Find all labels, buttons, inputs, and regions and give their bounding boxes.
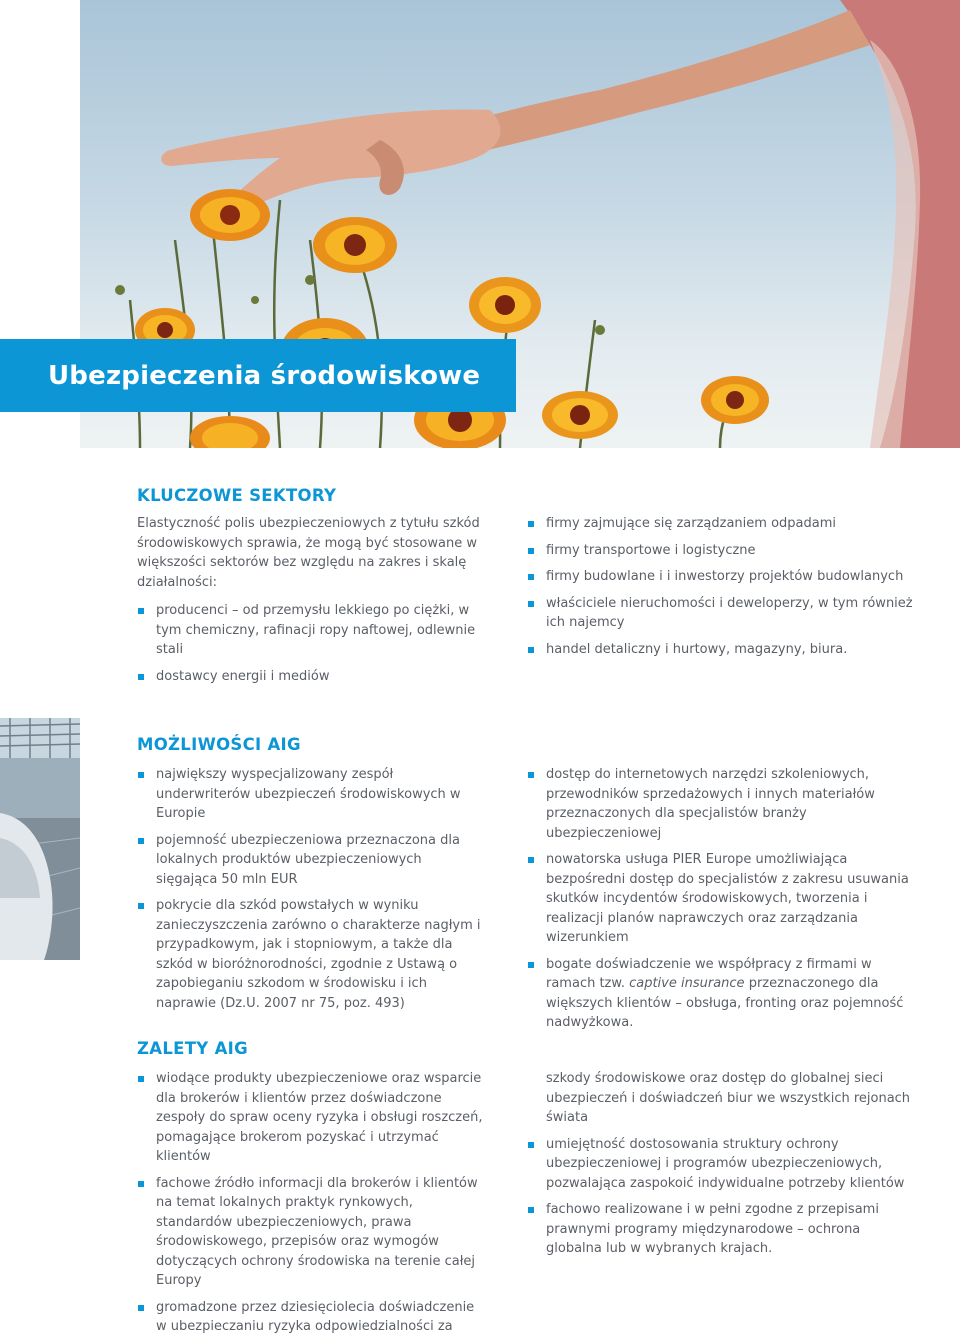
advantages-title: ZALETY AIG	[137, 1039, 248, 1058]
bullet-square-icon	[138, 903, 144, 909]
list-item: fachowe źródło informacji dla brokerów i klientów na temat lokalnych praktyk rynkowych, standardów ubezpieczeniowych, prawa środowiskowego, przepisów oraz wymogów dotyczących ochrony środowiska na terenie całej Europy	[137, 1174, 487, 1291]
bullet-square-icon	[528, 521, 534, 527]
capabilities-right-list	[527, 765, 917, 1033]
bullet-square-icon	[138, 674, 144, 680]
bullet-square-icon	[528, 548, 534, 554]
list-item: firmy budowlane i i inwestorzy projektów budowlanych	[527, 567, 917, 587]
list-item: umiejętność dostosowania struktury ochrony ubezpieczeniowej i programów ubezpieczeniowych, pozwalająca zaspokoić indywidualne potrzeby klientów	[527, 1135, 917, 1194]
bullet-square-icon	[528, 857, 534, 863]
sectors-intro: Elastyczność polis ubezpieczeniowych z tytułu szkód środowiskowych sprawia, że mogą być stosowane w większości sektorów bez względu na zakres i skalę działalności:	[137, 516, 480, 590]
bullet-square-icon	[138, 1305, 144, 1311]
capabilities-left-column	[137, 765, 487, 1020]
list-item-continuation: szkody środowiskowe oraz dostęp do globalnej sieci ubezpieczeń i doświadczeń biur we wszystkich rejonach świata	[546, 1071, 911, 1125]
captive-insurance-term: captive insurance	[629, 976, 745, 991]
list-item: firmy transportowe i logistyczne	[527, 541, 917, 561]
page-title: Ubezpieczenia środowiskowe	[48, 361, 481, 391]
list-item: pojemność ubezpieczeniowa przeznaczona dla lokalnych produktów ubezpieczeniowych sięgająca 50 mln EUR	[137, 831, 487, 890]
airport-icon	[0, 718, 80, 960]
list-item: fachowo realizowane i w pełni zgodne z przepisami prawnymi programy międzynarodowe – ochrona globalna lub w wybranych krajach.	[527, 1200, 917, 1259]
list-item: wiodące produkty ubezpieczeniowe oraz wsparcie dla brokerów i klientów przez doświadczone zespoły do spraw oceny ryzyka i obsługi roszczeń, pomagające brokerom pozyskać i utrzymać klientów	[137, 1069, 487, 1167]
advantages-left-list	[137, 1069, 487, 1337]
list-item: handel detaliczny i hurtowy, magazyny, biura.	[527, 640, 917, 660]
bullet-square-icon	[528, 601, 534, 607]
sectors-title: KLUCZOWE SEKTORY	[137, 486, 337, 505]
sectors-right-list	[527, 514, 917, 659]
sectors-left-list	[137, 601, 487, 686]
bullet-square-icon	[138, 1076, 144, 1082]
bullet-square-icon	[138, 838, 144, 844]
bullet-square-icon	[528, 647, 534, 653]
list-item: dostawcy energii i mediów	[137, 667, 487, 687]
bullet-square-icon	[528, 772, 534, 778]
list-item: producenci – od przemysłu lekkiego po ciężki, w tym chemiczny, rafinacji ropy naftowej, odlewnie stali	[137, 601, 487, 660]
bullet-square-icon	[528, 962, 534, 968]
bullet-square-icon	[528, 1207, 534, 1213]
sectors-left-column	[137, 514, 487, 693]
list-item: bogate doświadczenie we współpracy z firmami w ramach tzw. captive insurance przeznaczonego dla większych klientów – obsługa, fronting oraz pojemność nadwyżkowa.	[527, 955, 917, 1033]
capabilities-left-list	[137, 765, 487, 1013]
title-banner	[0, 339, 516, 412]
advantages-left-column	[137, 1069, 487, 1344]
list-item: właściciele nieruchomości i deweloperzy, w tym również ich najemcy	[527, 594, 917, 633]
bullet-square-icon	[138, 1181, 144, 1187]
list-item: nowatorska usługa PIER Europe umożliwiająca bezpośredni dostęp do specjalistów z zakresu usuwania skutków incydentów środowiskowych, tworzenia i realizacji planów naprawczych oraz zarządzania wizerunkiem	[527, 850, 917, 948]
sectors-right-column	[527, 514, 917, 666]
list-item: gromadzone przez dziesięciolecia doświadczenie w ubezpieczaniu ryzyka odpowiedzialności za	[137, 1298, 487, 1337]
bullet-square-icon	[528, 1142, 534, 1148]
capabilities-title: MOŻLIWOŚCI AIG	[137, 735, 301, 754]
list-item: firmy zajmujące się zarządzaniem odpadami	[527, 514, 917, 534]
list-item: największy wyspecjalizowany zespół underwriterów ubezpieczeń środowiskowych w Europie	[137, 765, 487, 824]
capabilities-right-column	[527, 765, 917, 1040]
advantages-right-column	[527, 1069, 917, 1266]
bullet-square-icon	[138, 772, 144, 778]
bullet-square-icon	[528, 574, 534, 580]
side-photo	[0, 718, 80, 960]
bullet-square-icon	[138, 608, 144, 614]
list-item: dostęp do internetowych narzędzi szkoleniowych, przewodników sprzedażowych i innych materiałów przeznaczonych dla specjalistów branży ubezpieczeniowej	[527, 765, 917, 843]
list-item: pokrycie dla szkód powstałych w wyniku zanieczyszczenia zarówno o charakterze nagłym i przypadkowym, jak i stopniowym, a także dla szkód w bioróżnorodności, zgodnie z Ustawą o zapobieganiu szkodom w środowisku i ich naprawie (Dz.U. 2007 nr 75, poz. 493)	[137, 896, 487, 1013]
advantages-right-list	[527, 1069, 917, 1259]
